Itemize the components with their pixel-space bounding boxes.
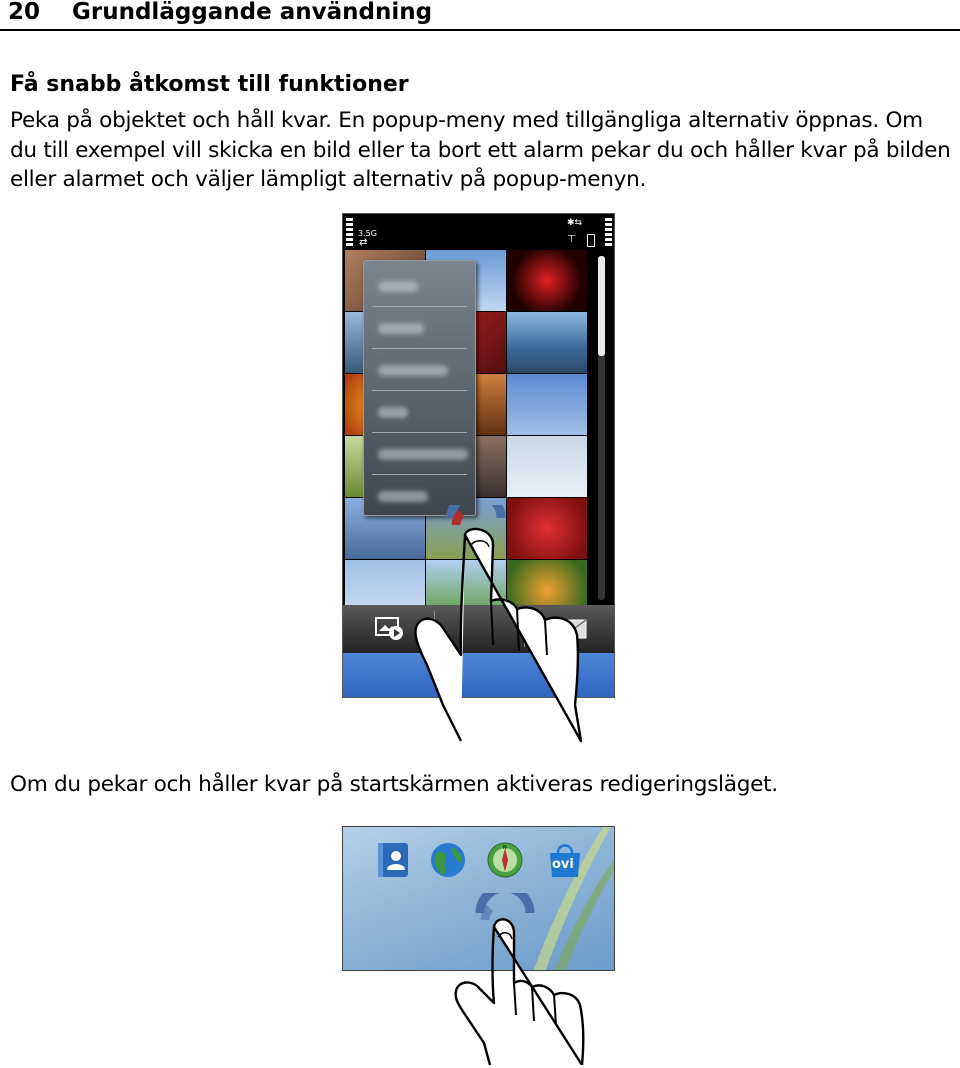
popup-menu-item[interactable] [372,307,467,349]
chapter-title: Grundläggande användning [72,0,433,25]
signal-icon [346,218,353,248]
popup-menu[interactable] [363,260,476,516]
compass-icon[interactable] [486,841,524,879]
antenna-icon: ⊤ [567,234,576,245]
gallery-play-icon[interactable] [375,617,405,641]
section-paragraph [10,106,955,195]
battery-icon [587,234,595,247]
section-paragraph-2: Om du pekar och håller kvar på startskärmen aktiveras redigeringsläget. [10,772,778,797]
globe-icon[interactable] [429,841,467,879]
paragraph-line: du till exempel vill skicka en bild eller ta bort ett alarm pekar du och håller kvar på bilden [10,137,951,163]
network-label: 3.5G [358,229,377,238]
scroll-thumb[interactable] [598,256,605,356]
svg-text:N: N [503,845,507,851]
gallery-thumbnail[interactable] [507,374,587,435]
gallery-thumbnail[interactable] [507,312,587,373]
status-bar [343,214,615,250]
battery-level-icon [605,218,612,248]
popup-menu-item[interactable] [372,265,467,307]
finger-pointer-icon [405,505,585,745]
scrollbar[interactable] [598,256,605,600]
popup-menu-item[interactable] [372,349,467,391]
page-number: 20 [8,0,41,25]
ovi-label: ovi [552,857,574,872]
bluetooth-icon: ✱⇆ [567,218,583,228]
paragraph-line: Peka på objektet och håll kvar. En popup-meny med tillgängliga alternativ öppnas. Om [10,108,923,133]
finger-pointer-icon [450,893,590,1065]
gallery-thumbnail[interactable] [507,250,587,311]
paragraph-line: eller alarmet och väljer lämpligt alternativ på popup-menyn. [10,167,647,192]
section-title: Få snabb åtkomst till funktioner [10,72,409,97]
page-header [0,0,960,31]
contacts-icon[interactable] [374,841,412,879]
data-arrows-icon: ⇄ [359,237,368,248]
popup-menu-item[interactable] [372,433,467,475]
popup-menu-item[interactable] [372,391,467,433]
gallery-thumbnail[interactable] [507,436,587,497]
